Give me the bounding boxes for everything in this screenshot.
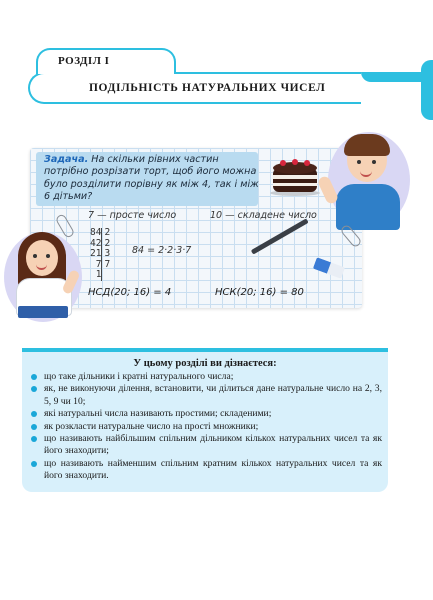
list-item: що таке дільники і кратні натурального числа; [30,371,382,383]
bullet-icon [31,461,37,467]
factor-cell: 3 [104,248,111,259]
bullet-icon [31,374,37,380]
factor-cell: 7 [95,258,102,270]
bullet-icon [31,424,37,430]
learning-goals-list [30,371,382,483]
task-question: На скільки рівних частин потрібно розрізати торт, щоб його можна було розділити порівну як між 4, так і між 6 дітьми? [44,154,259,203]
list-item: що називають найбільшим спільним дільником кількох натуральних чисел та як його знаходити; [30,433,382,458]
factor-cell: 42 [90,237,102,249]
factorization-result: 84 = 2·2·3·7 [132,245,192,256]
task-label: Задача. [44,154,89,165]
factor-cell: 1 [95,269,102,280]
chapter-title-bar [28,72,361,104]
gcd-example: НСД(20; 16) = 4 [88,287,172,298]
boy-illustration [320,128,408,238]
factor-cell: 84 [90,227,102,238]
header-side-accent [421,60,433,120]
bullet-icon [31,436,37,442]
task-text [44,154,266,204]
factor-cell: 7 [104,258,111,270]
list-item: як, не виконуючи ділення, встановити, чи ділиться дане натуральне число на 2, 3, 5, 9 чи 10; [30,383,382,408]
factor-cell: 2 [104,227,111,238]
cake-illustration [268,158,322,198]
chapter-title: ПОДІЛЬНІСТЬ НАТУРАЛЬНИХ ЧИСЕЛ [89,82,326,94]
header-accent-strip [361,72,433,82]
section-label: РОЗДІЛ І [58,55,110,67]
factor-divisors [101,228,110,281]
factor-dividends [90,228,101,281]
list-item: як розкласти натуральне число на прості множники; [30,421,382,433]
girl-illustration [4,226,90,322]
prime-number-note: 7 — просте число [88,210,177,221]
factorization-table [90,228,110,281]
bullet-icon [31,386,37,392]
factor-cell: 2 [104,237,111,249]
factor-cell [104,270,110,281]
lcm-example: НСК(20; 16) = 80 [215,287,304,298]
bullet-icon [31,411,37,417]
section-tab [36,48,176,74]
composite-number-note: 10 — складене число [210,210,317,221]
list-item: які натуральні числа називають простими; складеними; [30,408,382,420]
list-item: що називають найменшим спільним кратним кількох натуральних чисел та як його знаходити. [30,458,382,483]
learning-goals-title: У цьому розділі ви дізнаєтеся: [133,358,277,369]
factor-cell: 21 [90,248,102,259]
